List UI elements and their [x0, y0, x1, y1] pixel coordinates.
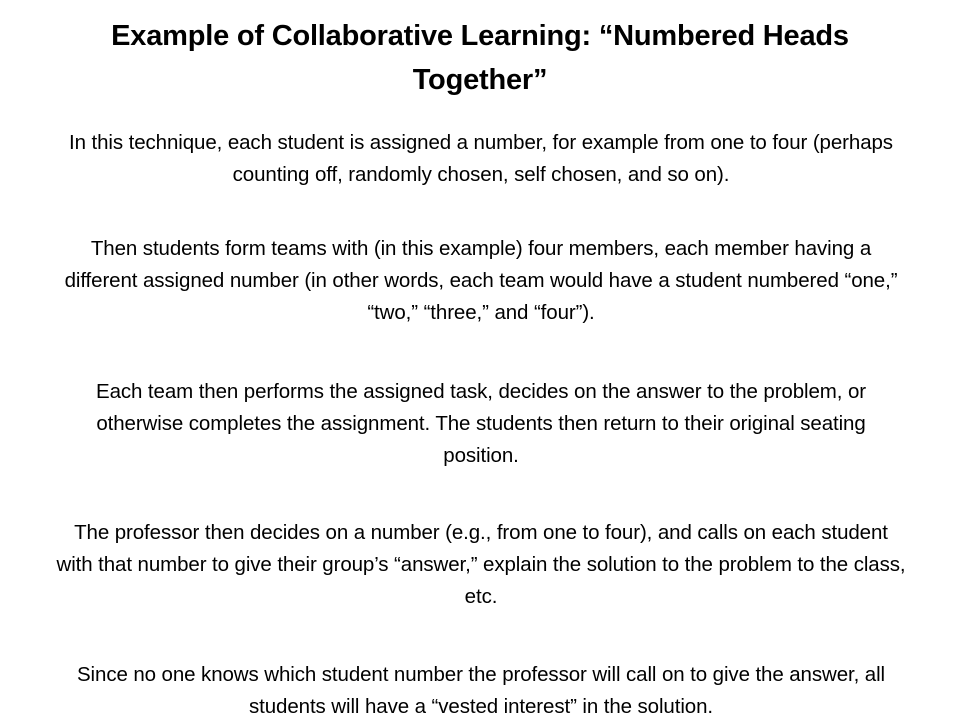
slide-title: Example of Collaborative Learning: “Numbered Heads Together”: [111, 20, 849, 96]
paragraph-professor: The professor then decides on a number (e.g., from one to four), and calls on each student with that number to give their group’s “answer,” explain the solution to the problem to the class, etc.: [56, 521, 906, 608]
paragraph-technique: In this technique, each student is assigned a number, for example from one to four (perhaps counting off, randomly chosen, self chosen, and so on).: [69, 131, 893, 186]
paragraph-interest: Since no one knows which student number the professor will call on to give the answer, all students will have a “vested interest” in the solution.: [76, 663, 886, 718]
paragraph-task: Each team then performs the assigned task, decides on the answer to the problem, or otherwise completes the assignment. The students then return to their original seating position.: [96, 380, 866, 467]
paragraph-teams: Then students form teams with (in this example) four members, each member having a different assigned number (in other words, each team would have a student numbered “one,” “two,” “three,” and “four”).: [64, 237, 898, 324]
